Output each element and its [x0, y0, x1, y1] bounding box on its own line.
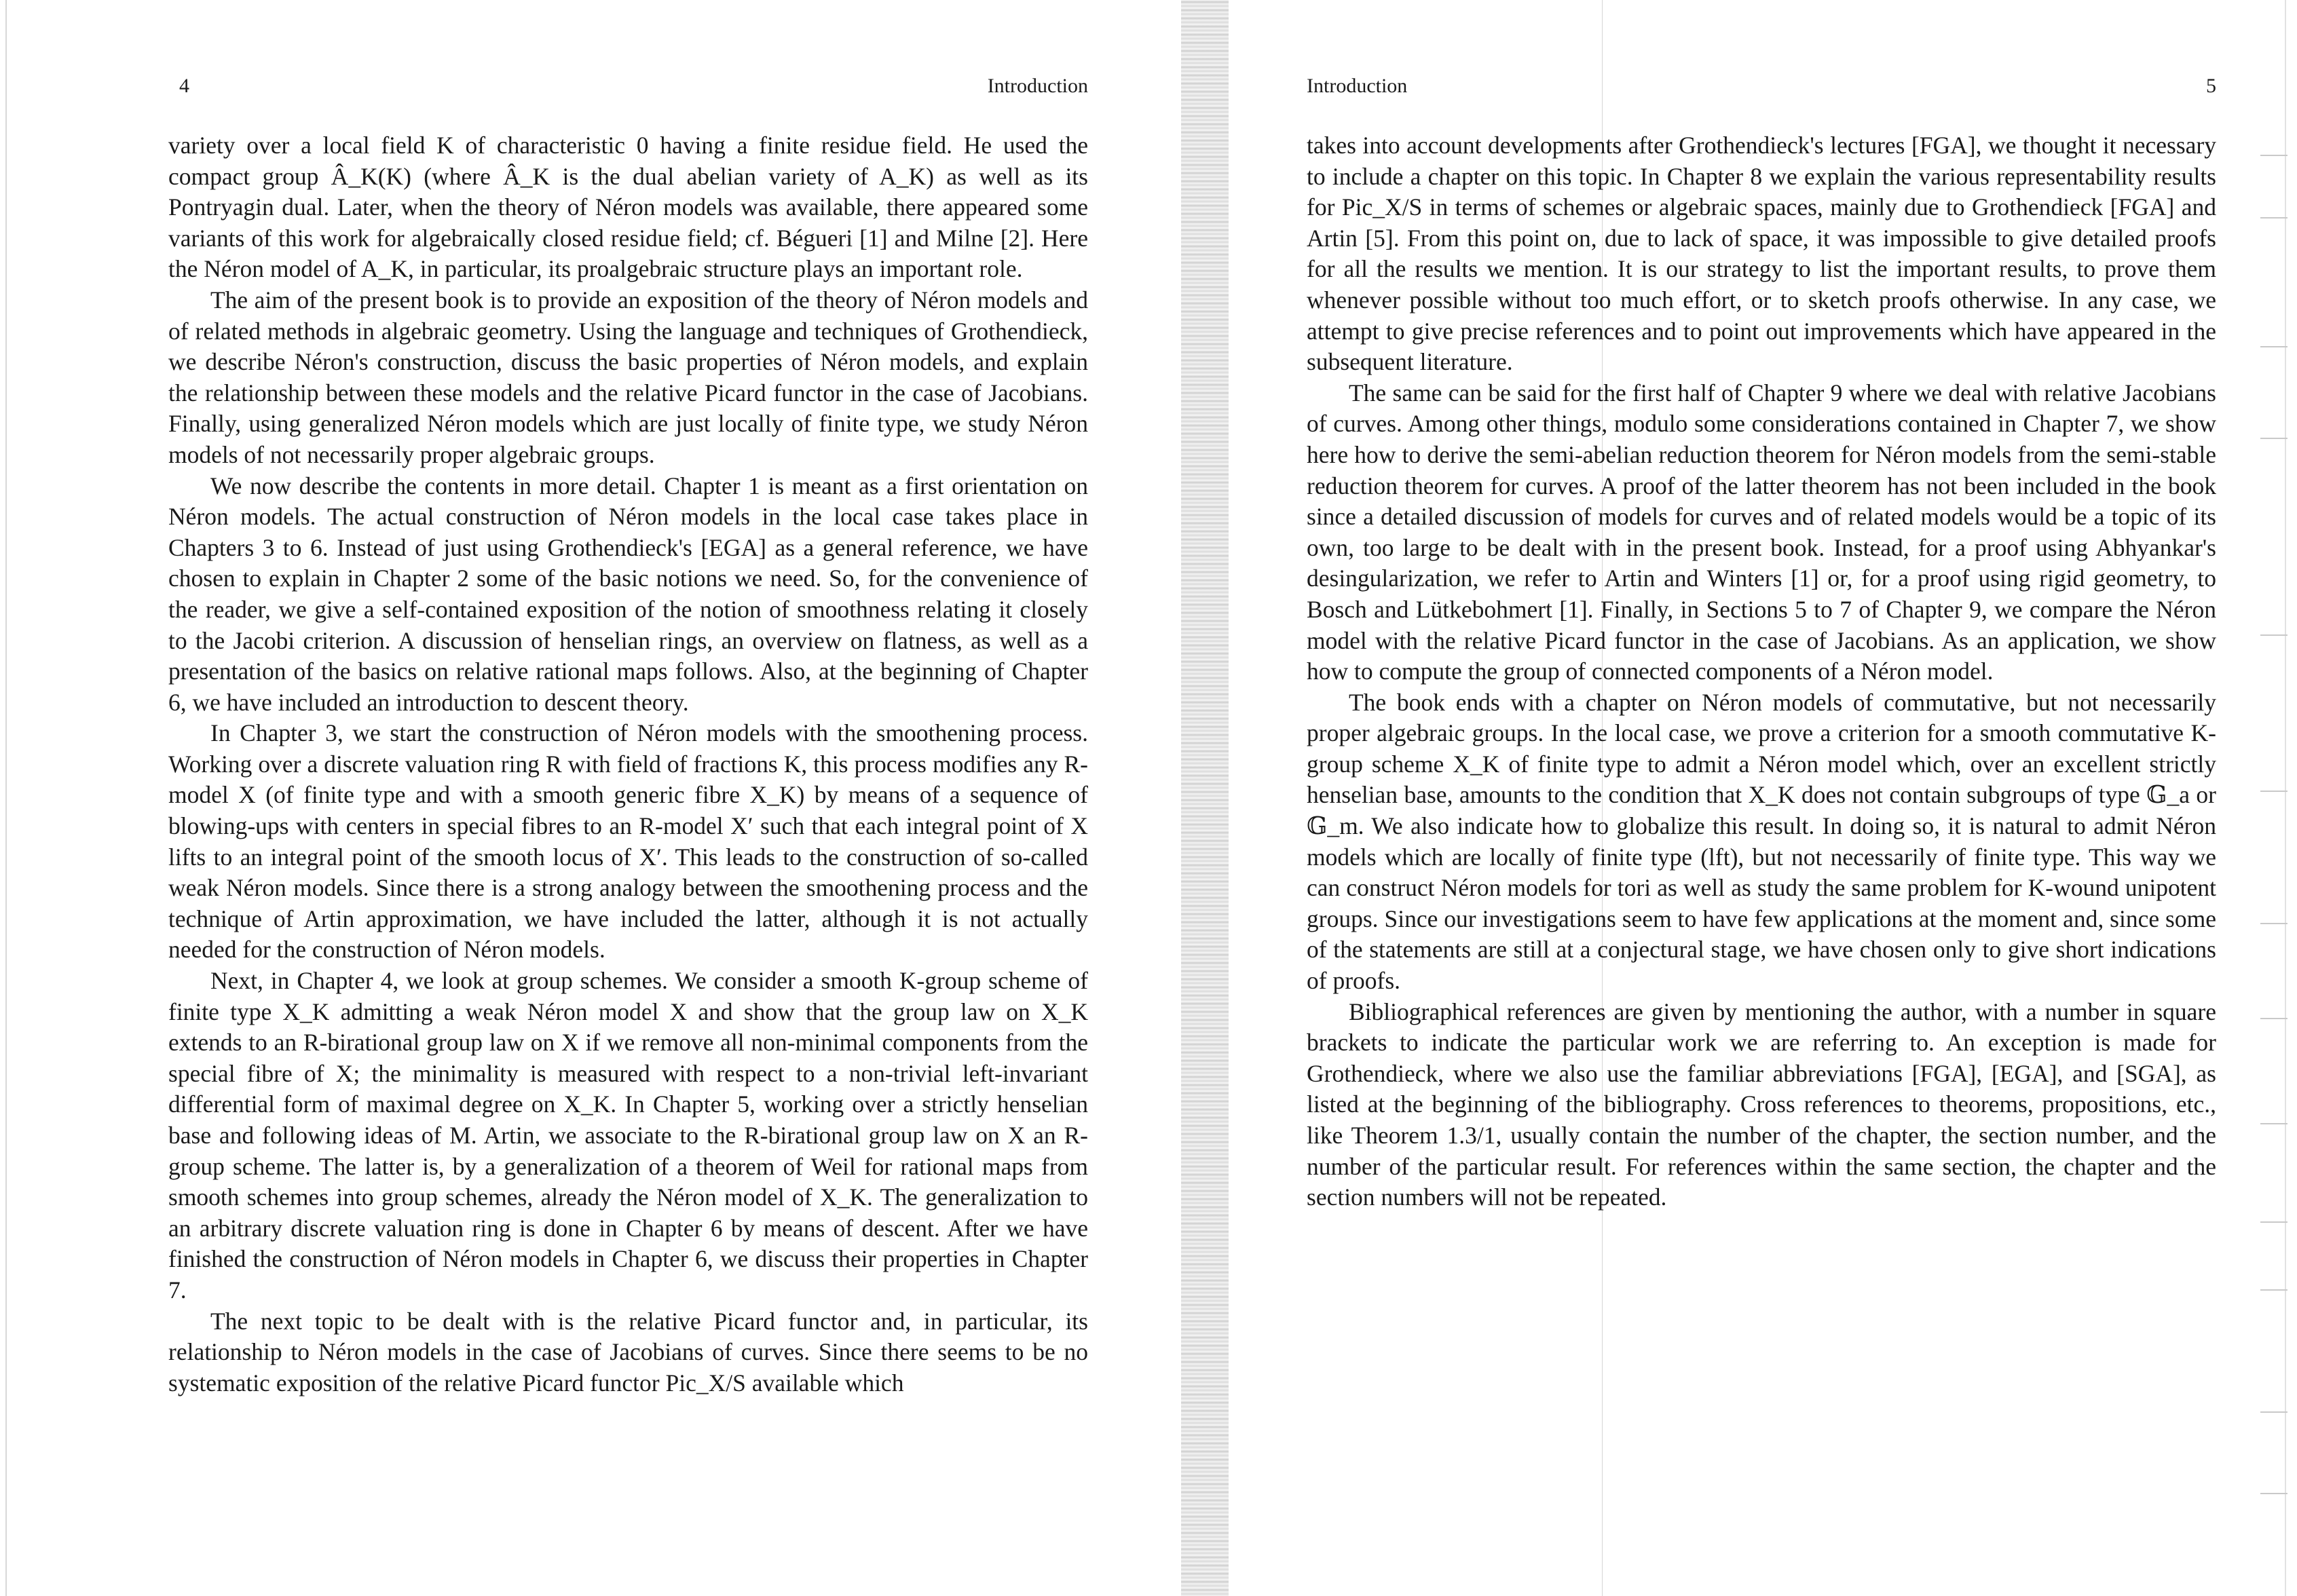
running-head-title: Introduction	[1307, 75, 1408, 97]
paragraph: takes into account developments after Grothendieck's lectures [FGA], we thought it necessary to include a chapter on this topic. In Chapter 8 we explain the various representability results for Pic_X/S in terms of schemes or algebraic spaces, mainly due to Grothendieck [FGA] and Artin [5]. From this point on, due to lack of space, it was impossible to give detailed proofs for all the results we mention. It is our strategy to list the important results, to prove them whenever possible without too much effort, or to sketch proofs otherwise. In any case, we attempt to give precise references and to point out improvements which have appeared in the subsequent literature.	[1307, 132, 2216, 376]
right-running-head	[1307, 75, 2216, 102]
paragraph: The aim of the present book is to provide an exposition of the theory of Néron models and of related methods in algebraic geometry. Using the language and techniques of Grothendieck, we describe Néron's construction, discuss the basic properties of Néron models, and explain the relationship between these models and the relative Picard functor in the case of Jacobians. Finally, using generalized Néron models which are just locally of finite type, we study Néron models of not necessarily proper algebraic groups.	[168, 286, 1088, 468]
left-page-edge	[5, 0, 7, 1596]
left-page-body	[168, 130, 1088, 1399]
paragraph: Bibliographical references are given by mentioning the author, with a number in square brackets to indicate the particular work we are referring to. An exception is made for Grothendieck, where we also use the familiar abbreviations [FGA], [EGA], and [SGA], as listed at the beginning of the bibliography. Cross references to theorems, propositions, etc., like Theorem 1.3/1, usually contain the number of the chapter, the section number, and the number of the particular result. For references within the same section, the chapter and the section numbers will not be repeated.	[1307, 998, 2216, 1211]
paragraph: The book ends with a chapter on Néron models of commutative, but not necessarily proper algebraic groups. In the local case, we prove a criterion for a smooth commutative K-group scheme X_K of finite type to admit a Néron model which, over an excellent strictly henselian base, amounts to the condition that X_K does not contain subgroups of type 𝔾_a or 𝔾_m. We also indicate how to globalize this result. In doing so, it is natural to admit Néron models which are locally of finite type (lft), but not necessarily of finite type. This way we can construct Néron models for tori as well as study the same problem for K-wound unipotent groups. Since our investigations seem to have few applications at the moment and, since some of the statements are still at a conjectural stage, we have chosen only to give short indications of proofs.	[1307, 688, 2216, 995]
page-number: 5	[2206, 75, 2216, 97]
paragraph: Next, in Chapter 4, we look at group schemes. We consider a smooth K-group scheme of finite type X_K admitting a weak Néron model X and show that the group law on X_K extends to an R-birational group law on X if we remove all non-minimal components from the special fibre of X; the minimality is measured with respect to a non-trivial left-invariant differential form of maximal degree on X_K. In Chapter 5, working over a strictly henselian base and following ideas of M. Artin, we associate to the R-birational group law on X an R-group scheme. The latter is, by a generalization of a theorem of Weil for rational maps from smooth schemes into group schemes, already the Néron model of X_K. The generalization to an arbitrary discrete valuation ring is done in Chapter 6 by means of descent. After we have finished the construction of Néron models in Chapter 6, we discuss their properties in Chapter 7.	[168, 967, 1088, 1304]
book-gutter	[1181, 0, 1229, 1596]
right-page-edge	[2285, 0, 2286, 1596]
paragraph: We now describe the contents in more detail. Chapter 1 is meant as a first orientation on Néron models. The actual construction of Néron models in the local case takes place in Chapters 3 to 6. Instead of just using Grothendieck's [EGA] as a general reference, we have chosen to explain in Chapter 2 some of the basic notions we need. So, for the convenience of the reader, we give a self-contained exposition of the notion of smoothness relating it closely to the Jacobi criterion. A discussion of henselian rings, an overview on flatness, as well as a presentation of the basics on relative rational maps follows. Also, at the beginning of Chapter 6, we have included an introduction to descent theory.	[168, 472, 1088, 716]
paragraph: The next topic to be dealt with is the relative Picard functor and, in particular, its relationship to Néron models in the case of Jacobians of curves. Since there seems to be no systematic exposition of the relative Picard functor Pic_X/S available which	[168, 1307, 1088, 1396]
running-head-title: Introduction	[987, 75, 1088, 97]
left-running-head	[168, 75, 1088, 102]
paragraph: In Chapter 3, we start the construction of Néron models with the smoothening process. Working over a discrete valuation ring R with field of fractions K, this process modifies any R-model X (of finite type and with a smooth generic fibre X_K) by means of a sequence of blowing-ups with centers in special fibres to an R-model X′ such that each integral point of X lifts to an integral point of the smooth locus of X′. This leads to the construction of so-called weak Néron models. Since there is a strong analogy between the smoothening process and the technique of Artin approximation, we have included the latter, although it is not actually needed for the construction of Néron models.	[168, 719, 1088, 964]
right-page-body	[1307, 130, 2216, 1213]
paragraph: The same can be said for the first half of Chapter 9 where we deal with relative Jacobians of curves. Among other things, modulo some considerations contained in Chapter 7, we show here how to derive the semi-abelian reduction theorem for Néron models from the semi-stable reduction theorem for curves. A proof of the latter theorem has not been included in the book since a detailed discussion of models for curves and of related models would be a topic of its own, too large to be dealt with in the present book. Instead, for a proof using Abhyankar's desingularization, we refer to Artin and Winters [1] or, for a proof using rigid geometry, to Bosch and Lütkebohmert [1]. Finally, in Sections 5 to 7 of Chapter 9, we compare the Néron model with the relative Picard functor in the case of Jacobians. As an application, we show how to compute the group of connected components of a Néron model.	[1307, 379, 2216, 685]
paragraph: variety over a local field K of characteristic 0 having a finite residue field. He used the compact group Â_K(K) (where Â_K is the dual abelian variety of A_K) as well as its Pontryagin dual. Later, when the theory of Néron models was available, there appeared some variants of this work for algebraically closed residue field; cf. Bégueri [1] and Milne [2]. Here the Néron model of A_K, in particular, its proalgebraic structure plays an important role.	[168, 132, 1088, 283]
page-number: 4	[179, 75, 189, 97]
